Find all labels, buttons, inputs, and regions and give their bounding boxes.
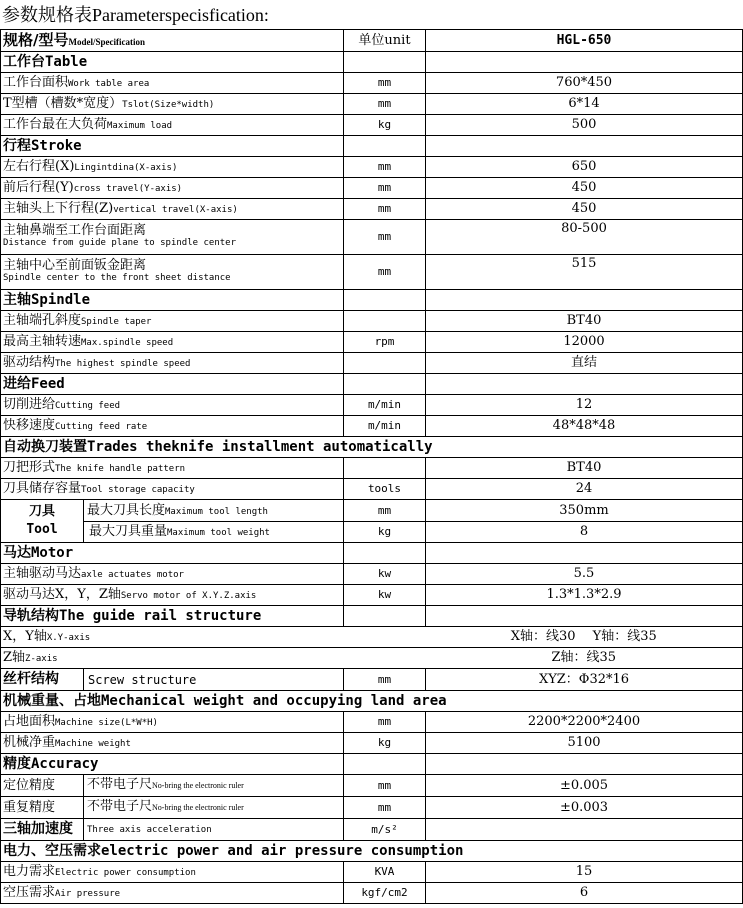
table-row bbox=[1, 479, 743, 500]
section-cn: 电力、空压需求 bbox=[3, 843, 101, 859]
row-en: Three axis acceleration bbox=[87, 824, 212, 835]
section-en: Trades theknife installment automatically bbox=[87, 439, 433, 455]
header-label-en: Model/Specification bbox=[68, 36, 145, 47]
row-cn: 驱动马达X，Y，Z轴 bbox=[3, 586, 121, 602]
row-cn: T型槽（槽数*宽度） bbox=[3, 95, 123, 111]
row-en: Electric power consumption bbox=[55, 867, 196, 878]
section-en: Stroke bbox=[31, 138, 82, 154]
table-row bbox=[1, 416, 743, 437]
table-row bbox=[1, 115, 743, 136]
row-unit: m/s² bbox=[344, 819, 426, 841]
table-row bbox=[1, 458, 743, 479]
section-en: Mechanical weight and occupying land area bbox=[101, 693, 447, 709]
row-unit: kw bbox=[344, 564, 426, 585]
row-value: 650 bbox=[426, 157, 743, 178]
row-cn: 空压需求 bbox=[3, 884, 56, 900]
row-cn: 最高主轴转速 bbox=[3, 333, 82, 349]
section-en: electric power and air pressure consumption bbox=[101, 843, 464, 859]
table-row bbox=[1, 255, 743, 290]
row-sub-cn: 不带电子尺 bbox=[87, 799, 153, 814]
row-cn: 最大刀具长度 bbox=[87, 503, 166, 518]
row-value: 12000 bbox=[426, 332, 743, 353]
row-sub-en: No-bring the electronic ruler bbox=[152, 781, 244, 790]
section-en: The guide rail structure bbox=[59, 608, 262, 624]
header-row bbox=[1, 30, 743, 52]
table-row bbox=[1, 564, 743, 585]
table-row bbox=[1, 819, 743, 841]
row-unit: kw bbox=[344, 585, 426, 606]
row-value: 24 bbox=[426, 479, 743, 500]
section-spindle bbox=[1, 290, 743, 311]
row-cn: 机械净重 bbox=[3, 734, 56, 750]
row-value: 2200*2200*2400 bbox=[426, 712, 743, 733]
section-stroke bbox=[1, 136, 743, 157]
section-table bbox=[1, 52, 743, 73]
section-guide bbox=[1, 606, 743, 627]
row-unit bbox=[344, 311, 426, 332]
row-unit: mm bbox=[344, 775, 426, 797]
row-cn: 电力需求 bbox=[3, 863, 56, 879]
row-value: BT40 bbox=[426, 311, 743, 332]
row-en: X.Y-axis bbox=[46, 632, 91, 643]
row-value: 760*450 bbox=[426, 73, 743, 94]
row-value: 6*14 bbox=[426, 94, 743, 115]
row-cn: 主轴驱动马达 bbox=[3, 565, 82, 581]
row-unit bbox=[344, 648, 426, 669]
row-en: vertical travel(X-axis) bbox=[113, 204, 238, 215]
row-value: 5100 bbox=[426, 733, 743, 754]
table-row bbox=[1, 797, 743, 819]
row-en: Cutting feed rate bbox=[55, 421, 148, 432]
tool-label-en: Tool bbox=[26, 522, 58, 537]
row-unit: mm bbox=[344, 157, 426, 178]
row-en: Machine weight bbox=[55, 738, 131, 749]
header-unit: 单位unit bbox=[344, 30, 426, 52]
row-cn: 三轴加速度 bbox=[1, 819, 84, 840]
table-row bbox=[1, 712, 743, 733]
row-value: 450 bbox=[426, 178, 743, 199]
row-value: 80-500 bbox=[426, 220, 743, 255]
row-unit: m/min bbox=[344, 395, 426, 416]
row-en: Air pressure bbox=[55, 888, 121, 899]
row-unit: mm bbox=[344, 500, 426, 522]
row-value bbox=[426, 819, 743, 841]
row-value: Z轴：线35 bbox=[426, 648, 743, 669]
section-cn: 导轨结构 bbox=[3, 608, 59, 624]
row-en: cross travel(Y-axis) bbox=[73, 183, 183, 194]
row-en: Machine size(L*W*H) bbox=[55, 717, 158, 728]
row-cn: X，Y轴 bbox=[3, 628, 47, 644]
section-en: Table bbox=[45, 54, 88, 70]
row-cn: 重复精度 bbox=[1, 797, 84, 818]
row-en: Servo motor of X.Y.Z.axis bbox=[120, 590, 257, 601]
row-sub-en: No-bring the electronic ruler bbox=[152, 803, 244, 812]
row-value: 48*48*48 bbox=[426, 416, 743, 437]
table-row bbox=[1, 862, 743, 883]
row-value: 450 bbox=[426, 199, 743, 220]
row-en: axle actuates motor bbox=[81, 569, 184, 580]
row-en: Max.spindle speed bbox=[81, 337, 174, 348]
table-row bbox=[1, 585, 743, 606]
table-row bbox=[1, 332, 743, 353]
row-unit: kg bbox=[344, 733, 426, 754]
row-unit: mm bbox=[344, 73, 426, 94]
row-cn: 工作台最在大负荷 bbox=[3, 116, 108, 132]
section-cn: 工作台 bbox=[3, 54, 45, 70]
table-row bbox=[1, 733, 743, 754]
row-en: Maximum load bbox=[107, 120, 173, 131]
row-value: 8 bbox=[426, 522, 743, 543]
row-unit: m/min bbox=[344, 416, 426, 437]
row-value: BT40 bbox=[426, 458, 743, 479]
row-cn: 快移速度 bbox=[3, 417, 56, 433]
row-value: X轴：线30 Y轴：线35 bbox=[426, 627, 743, 648]
section-cn: 自动换刀装置 bbox=[3, 439, 87, 455]
row-en: Tool storage capacity bbox=[81, 484, 195, 495]
row-en: Lingintdina(X-axis) bbox=[74, 162, 178, 173]
row-value: ±0.003 bbox=[426, 797, 743, 819]
row-sub-cn: 不带电子尺 bbox=[87, 777, 153, 792]
row-cn: 最大刀具重量 bbox=[89, 523, 168, 539]
section-cn: 马达 bbox=[3, 545, 31, 561]
row-unit bbox=[344, 458, 426, 479]
section-cn: 进给 bbox=[3, 376, 31, 392]
row-value: 6 bbox=[426, 883, 743, 904]
row-cn: 主轴头上下行程(Z) bbox=[3, 200, 114, 216]
row-cn: Z轴 bbox=[3, 649, 26, 665]
header-model: HGL-650 bbox=[426, 30, 743, 52]
row-value: 12 bbox=[426, 395, 743, 416]
section-feed bbox=[1, 374, 743, 395]
row-unit: mm bbox=[344, 712, 426, 733]
row-cn: 刀具储存容量 bbox=[3, 480, 82, 496]
table-row bbox=[1, 73, 743, 94]
section-atc bbox=[1, 437, 743, 458]
row-en: Tslot(Size*width) bbox=[122, 99, 215, 110]
row-value: XYZ：Φ32*16 bbox=[426, 669, 743, 691]
table-row bbox=[1, 220, 743, 255]
row-value: 515 bbox=[426, 255, 743, 290]
row-en: Spindle taper bbox=[81, 316, 152, 327]
row-unit: KVA bbox=[344, 862, 426, 883]
row-unit: kgf/cm2 bbox=[344, 883, 426, 904]
header-label-cn: 规格/型号 bbox=[3, 30, 69, 49]
row-en: The knife handle pattern bbox=[55, 463, 186, 474]
section-en: Motor bbox=[31, 545, 74, 561]
row-en: The highest spindle speed bbox=[55, 358, 191, 369]
row-cn: 刀把形式 bbox=[3, 459, 56, 475]
row-cn: 丝杆结构 bbox=[1, 669, 84, 690]
table-row bbox=[1, 648, 743, 669]
table-row bbox=[1, 500, 743, 522]
section-power bbox=[1, 841, 743, 862]
row-value: 500 bbox=[426, 115, 743, 136]
table-row bbox=[1, 669, 743, 691]
row-unit: mm bbox=[344, 255, 426, 290]
row-cn: 前后行程(Y) bbox=[3, 179, 74, 195]
row-en: Cutting feed bbox=[55, 400, 121, 411]
row-unit: mm bbox=[344, 797, 426, 819]
section-cn: 主轴 bbox=[3, 292, 31, 308]
row-unit bbox=[344, 353, 426, 374]
section-accuracy bbox=[1, 754, 743, 775]
row-en: Maximum tool weight bbox=[167, 527, 270, 538]
section-en: Spindle bbox=[31, 292, 91, 308]
row-unit: kg bbox=[344, 115, 426, 136]
row-value: 5.5 bbox=[426, 564, 743, 585]
row-cn: 左右行程(X) bbox=[3, 158, 75, 174]
row-cn: 占地面积 bbox=[3, 713, 56, 729]
row-value: 15 bbox=[426, 862, 743, 883]
section-cn: 机械重量、占地 bbox=[3, 693, 101, 709]
row-unit: rpm bbox=[344, 332, 426, 353]
table-row bbox=[1, 353, 743, 374]
section-en: Feed bbox=[31, 376, 65, 392]
row-value: 350mm bbox=[426, 500, 743, 522]
section-weight bbox=[1, 691, 743, 712]
row-unit: mm bbox=[344, 178, 426, 199]
table-row bbox=[1, 199, 743, 220]
row-value: ±0.005 bbox=[426, 775, 743, 797]
row-cn: 主轴端孔斜度 bbox=[3, 312, 82, 328]
row-unit: tools bbox=[344, 479, 426, 500]
row-cn: 主轴鼻端至工作台面距离 bbox=[3, 223, 147, 238]
table-row bbox=[1, 395, 743, 416]
table-row bbox=[1, 775, 743, 797]
section-cn: 精度 bbox=[3, 756, 31, 772]
row-en: Work table area bbox=[68, 78, 150, 89]
row-unit: mm bbox=[344, 669, 426, 691]
table-row bbox=[1, 178, 743, 199]
page-title: 参数规格表Parameterspecisfication: bbox=[2, 5, 269, 25]
row-cn: 定位精度 bbox=[1, 775, 84, 796]
row-value: 1.3*1.3*2.9 bbox=[426, 585, 743, 606]
table-row bbox=[1, 94, 743, 115]
row-unit: mm bbox=[344, 199, 426, 220]
row-en: Maximum tool length bbox=[165, 507, 268, 517]
row-unit: mm bbox=[344, 94, 426, 115]
row-cn: 主轴中心至前面钣金距离 bbox=[3, 258, 147, 273]
row-en: Distance from guide plane to spindle center bbox=[3, 238, 236, 248]
row-cn: 工作台面积 bbox=[3, 74, 69, 90]
row-unit: kg bbox=[344, 522, 426, 543]
row-en: Screw structure bbox=[88, 672, 197, 687]
section-cn: 行程 bbox=[3, 138, 31, 154]
table-row bbox=[1, 627, 743, 648]
row-en: Spindle center to the front sheet distance bbox=[3, 273, 231, 283]
spec-table bbox=[0, 29, 743, 904]
table-row bbox=[1, 157, 743, 178]
section-en: Accuracy bbox=[31, 756, 99, 772]
row-unit bbox=[344, 627, 426, 648]
row-cn: 驱动结构 bbox=[3, 354, 56, 370]
table-row bbox=[1, 883, 743, 904]
row-en: Z-axis bbox=[25, 653, 58, 664]
tool-label-cn: 刀具 bbox=[28, 504, 55, 519]
row-cn: 切削进给 bbox=[3, 396, 56, 412]
tool-group-label bbox=[1, 500, 84, 542]
row-unit: mm bbox=[344, 220, 426, 255]
table-row bbox=[1, 311, 743, 332]
row-value: 直结 bbox=[426, 353, 743, 374]
section-motor bbox=[1, 543, 743, 564]
